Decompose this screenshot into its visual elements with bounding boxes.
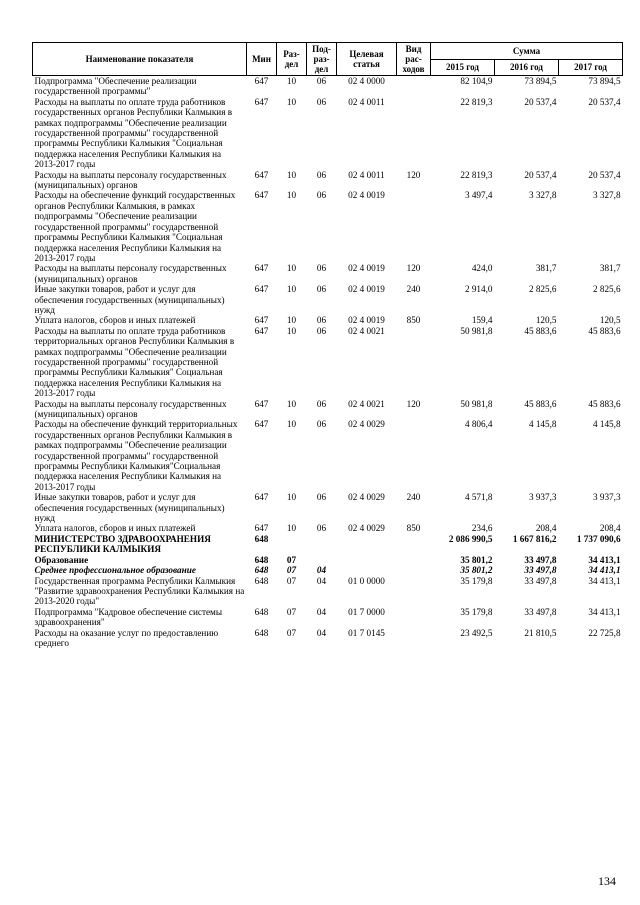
cell-name: Расходы на выплаты персоналу государственных (муниципальных) органов — [34, 263, 227, 284]
cell-target: 01 7 0000 — [348, 606, 385, 617]
cell-2017: 1 737 090,6 — [576, 533, 621, 544]
cell-razdel: 10 — [286, 190, 297, 201]
table-body — [33, 76, 623, 649]
cell-2015: 35 801,2 — [460, 565, 493, 576]
cell-vid: 240 — [406, 284, 421, 295]
cell-2016: 1 667 816,2 — [512, 533, 557, 544]
cell-2016: 33 497,8 — [524, 606, 557, 617]
cell-min: 647 — [254, 96, 269, 107]
cell-2015: 159,4 — [471, 315, 493, 326]
cell-2016: 208,4 — [535, 523, 557, 534]
cell-min: 647 — [254, 263, 269, 274]
cell-2015: 4 806,4 — [464, 419, 493, 430]
cell-name: МИНИСТЕРСТВО ЗДРАВООХРАНЕНИЯ РЕСПУБЛИКИ КАЛМЫКИЯ — [34, 533, 211, 555]
cell-2017: 208,4 — [599, 523, 621, 534]
cell-target: 02 4 0029 — [348, 419, 385, 430]
cell-2017: 20 537,4 — [588, 96, 621, 107]
cell-2016: 3 327,8 — [528, 190, 557, 201]
cell-min: 647 — [254, 523, 269, 534]
cell-2017: 22 725,8 — [588, 627, 621, 638]
cell-vid: 850 — [406, 523, 421, 534]
page-number: 134 — [598, 874, 616, 888]
cell-2017: 34 413,1 — [588, 606, 621, 617]
cell-razdel: 07 — [286, 565, 297, 576]
cell-2015: 234,6 — [471, 523, 493, 534]
table-row — [33, 190, 623, 263]
cell-2016: 20 537,4 — [524, 96, 557, 107]
cell-target — [337, 555, 397, 565]
table-row — [33, 76, 623, 97]
cell-target: 01 7 0145 — [348, 627, 385, 638]
cell-vid — [397, 555, 431, 565]
cell-podrazdel: 06 — [316, 169, 327, 180]
cell-2016: 2 825,6 — [528, 284, 557, 295]
budget-table — [32, 42, 623, 648]
cell-2015: 22 819,3 — [460, 96, 493, 107]
cell-podrazdel: 06 — [316, 492, 327, 503]
cell-min: 647 — [254, 315, 269, 326]
cell-target: 02 4 0029 — [348, 492, 385, 503]
cell-name: Подпрограмма "Кадровое обеспечение системы здравоохранения" — [34, 606, 223, 628]
cell-target: 02 4 0000 — [348, 76, 385, 86]
cell-name: Расходы на обеспечение функций государственных органов Республики Калмыкия, в рамках подпрограммы "Обеспечение реализации государственной программы" государственной программы Республики Калмыкия "Социальная поддержка населения Республики Калмыкия на 2013-2017 годы — [34, 190, 236, 263]
cell-vid — [397, 607, 431, 628]
cell-min: 647 — [254, 169, 269, 180]
header-podrazdel: Под-раз-дел — [307, 43, 337, 76]
cell-2015: 2 914,0 — [464, 284, 493, 295]
cell-target — [337, 534, 397, 555]
cell-vid: 120 — [406, 263, 421, 274]
cell-razdel: 10 — [286, 492, 297, 503]
cell-2015: 50 981,8 — [460, 398, 493, 409]
cell-razdel: 10 — [286, 284, 297, 295]
cell-name: Государственная программа Республики Калмыкия "Развитие здравоохранения Республики Калмыкия на 2013-2020 годы" — [34, 575, 245, 607]
cell-razdel: 07 — [286, 554, 297, 565]
cell-2016: 45 883,6 — [524, 325, 557, 336]
cell-2016: 45 883,6 — [524, 398, 557, 409]
cell-target: 02 4 0029 — [348, 523, 385, 534]
cell-2017: 45 883,6 — [588, 398, 621, 409]
cell-vid — [397, 190, 431, 263]
cell-target: 02 4 0019 — [348, 315, 385, 326]
cell-name: Уплата налогов, сборов и иных платежей — [34, 315, 196, 326]
cell-podrazdel — [307, 534, 337, 555]
cell-name: Уплата налогов, сборов и иных платежей — [34, 523, 196, 534]
cell-razdel: 10 — [286, 315, 297, 326]
cell-2017: 3 937,3 — [592, 492, 621, 503]
cell-vid — [397, 534, 431, 555]
cell-2016: 120,5 — [535, 315, 557, 326]
table-row — [33, 170, 623, 191]
cell-podrazdel: 06 — [316, 190, 327, 201]
cell-razdel: 10 — [286, 96, 297, 107]
cell-2016: 3 937,3 — [528, 492, 557, 503]
cell-2015: 4 571,8 — [464, 492, 493, 503]
cell-name: Иные закупки товаров, работ и услуг для обеспечения государственных (муниципальных) нужд — [34, 284, 225, 315]
cell-min: 647 — [254, 284, 269, 295]
cell-podrazdel: 06 — [316, 315, 327, 326]
cell-2017: 34 413,1 — [588, 575, 621, 586]
cell-2016: 73 894,5 — [524, 76, 557, 86]
cell-2016: 21 810,5 — [524, 627, 557, 638]
cell-2017: 73 894,5 — [588, 76, 621, 86]
cell-podrazdel: 06 — [316, 284, 327, 295]
table-row — [33, 565, 623, 575]
cell-name: Расходы на оказание услуг по предоставлению среднего — [34, 627, 219, 648]
cell-podrazdel: 06 — [316, 263, 327, 274]
table-row — [33, 97, 623, 170]
cell-2016: 20 537,4 — [524, 169, 557, 180]
cell-name: Подпрограмма "Обеспечение реализации государственной программы" — [34, 76, 197, 97]
header-row-top — [33, 43, 623, 60]
cell-vid — [397, 628, 431, 649]
table-row — [33, 492, 623, 523]
header-sum: Сумма — [431, 43, 623, 60]
cell-min: 648 — [254, 627, 269, 638]
table-row — [33, 284, 623, 315]
cell-2015: 50 981,8 — [460, 325, 493, 336]
table-row — [33, 576, 623, 607]
cell-target: 02 4 0021 — [348, 398, 385, 409]
cell-name: Расходы на обеспечение функций территориальных государственных органов Республики Калмыкия в рамках подпрограммы "Обеспечение реализации государственной программы" государственной программы Республики Калмыкия"Социальная поддержка населения Республики Калмыкия на 2013-2017 годы — [34, 419, 238, 492]
cell-razdel: 07 — [286, 606, 297, 617]
cell-min: 648 — [254, 575, 269, 586]
cell-vid — [397, 326, 431, 399]
cell-min: 648 — [254, 554, 269, 565]
header-target: Целевая статья — [337, 43, 397, 76]
cell-min: 647 — [254, 419, 269, 430]
cell-2017: 120,5 — [599, 315, 621, 326]
header-razdel: Раз-дел — [277, 43, 307, 76]
cell-min: 647 — [254, 325, 269, 336]
cell-2017: 20 537,4 — [588, 169, 621, 180]
cell-2016: 33 497,8 — [524, 565, 557, 576]
header-min: Мин — [247, 43, 277, 76]
cell-name: Образование — [34, 554, 89, 565]
cell-podrazdel: 06 — [316, 96, 327, 107]
cell-podrazdel: 06 — [316, 398, 327, 409]
cell-podrazdel: 04 — [316, 575, 327, 586]
cell-vid: 120 — [406, 169, 421, 180]
cell-razdel: 10 — [286, 419, 297, 430]
cell-target: 02 4 0011 — [348, 169, 385, 180]
table-row — [33, 315, 623, 325]
table-row — [33, 523, 623, 533]
cell-razdel: 10 — [286, 523, 297, 534]
cell-2015: 35 179,8 — [460, 606, 493, 617]
cell-2017: 34 413,1 — [588, 554, 621, 565]
cell-name: Расходы на выплаты по оплате труда работников государственных органов Республики Калмыкия в рамках подпрограммы "Обеспечение реализации государственной программы" государственной программы Республики Калмыкия "Социальная поддержка населения Республики Калмыкия на 2013-2017 годы — [34, 96, 233, 170]
cell-2017: 34 413,1 — [588, 565, 621, 576]
cell-name: Расходы на выплаты персоналу государственных (муниципальных) органов — [34, 169, 227, 191]
table-row — [33, 534, 623, 555]
cell-min: 647 — [254, 190, 269, 201]
cell-vid: 120 — [406, 398, 421, 409]
cell-podrazdel: 04 — [316, 565, 327, 576]
cell-2016: 33 497,8 — [524, 554, 557, 565]
cell-2015: 424,0 — [471, 263, 493, 274]
cell-vid — [397, 76, 431, 97]
cell-min: 648 — [254, 565, 269, 576]
cell-podrazdel: 06 — [316, 325, 327, 336]
cell-razdel: 10 — [286, 398, 297, 409]
cell-razdel: 10 — [286, 76, 297, 86]
table-row — [33, 628, 623, 649]
cell-vid — [397, 576, 431, 607]
table-row — [33, 326, 623, 399]
cell-2015: 23 492,5 — [460, 627, 493, 638]
cell-2015: 35 801,2 — [460, 554, 493, 565]
table-row — [33, 555, 623, 565]
header-vid: Вид рас-ходов — [397, 43, 431, 76]
cell-name: Иные закупки товаров, работ и услуг для обеспечения государственных (муниципальных) нужд — [34, 492, 225, 524]
cell-podrazdel: 06 — [316, 523, 327, 534]
cell-min: 647 — [254, 398, 269, 409]
cell-target: 02 4 0019 — [348, 263, 385, 274]
cell-vid: 850 — [406, 315, 421, 326]
header-2016: 2016 год — [495, 59, 559, 76]
cell-podrazdel: 04 — [316, 627, 327, 638]
cell-target: 01 0 0000 — [348, 575, 385, 586]
cell-2015: 2 086 990,5 — [448, 533, 493, 544]
cell-razdel: 07 — [286, 575, 297, 586]
cell-vid — [397, 97, 431, 170]
cell-razdel — [277, 534, 307, 555]
cell-razdel: 10 — [286, 263, 297, 274]
header-name: Наименование показателя — [33, 43, 247, 76]
cell-vid — [397, 565, 431, 575]
table-row — [33, 263, 623, 284]
cell-target: 02 4 0011 — [348, 96, 385, 107]
cell-min: 647 — [254, 76, 269, 86]
cell-vid: 240 — [406, 492, 421, 503]
cell-2016: 381,7 — [535, 263, 557, 274]
header-2015: 2015 год — [431, 59, 495, 76]
cell-target: 02 4 0021 — [348, 325, 385, 336]
cell-target: 02 4 0019 — [348, 284, 385, 295]
cell-2015: 82 104,9 — [460, 76, 493, 86]
table-row — [33, 607, 623, 628]
header-2017: 2017 год — [559, 59, 623, 76]
cell-target: 02 4 0019 — [348, 190, 385, 201]
cell-podrazdel: 04 — [316, 606, 327, 617]
cell-podrazdel: 06 — [316, 76, 327, 86]
cell-2017: 381,7 — [599, 263, 621, 274]
cell-2017: 4 145,8 — [592, 419, 621, 430]
cell-2015: 3 497,4 — [464, 190, 493, 201]
cell-min: 648 — [254, 533, 269, 544]
cell-2016: 33 497,8 — [524, 575, 557, 586]
table-row — [33, 419, 623, 492]
cell-razdel: 10 — [286, 169, 297, 180]
cell-2015: 22 819,3 — [460, 169, 493, 180]
cell-min: 647 — [254, 492, 269, 503]
cell-2017: 3 327,8 — [592, 190, 621, 201]
cell-name: Расходы на выплаты по оплате труда работников территориальных органов Республики Калмыкия в рамках подпрограммы "Обеспечение реализации государственной программы" государственной программы Республики Калмыкия" Социальная поддержка населения Республики Калмыкия на 2013-2017 годы — [34, 325, 235, 399]
cell-razdel: 10 — [286, 325, 297, 336]
cell-target — [337, 565, 397, 575]
cell-2016: 4 145,8 — [528, 419, 557, 430]
cell-2015: 35 179,8 — [460, 575, 493, 586]
cell-podrazdel: 06 — [316, 419, 327, 430]
cell-name: Расходы на выплаты персоналу государственных (муниципальных) органов — [34, 398, 227, 419]
table-row — [33, 399, 623, 420]
cell-razdel: 07 — [286, 627, 297, 638]
cell-2017: 45 883,6 — [588, 325, 621, 336]
cell-min: 648 — [254, 606, 269, 617]
cell-name: Среднее профессиональное образование — [34, 565, 196, 576]
cell-2017: 2 825,6 — [592, 284, 621, 295]
cell-podrazdel — [307, 555, 337, 565]
cell-vid — [397, 419, 431, 492]
